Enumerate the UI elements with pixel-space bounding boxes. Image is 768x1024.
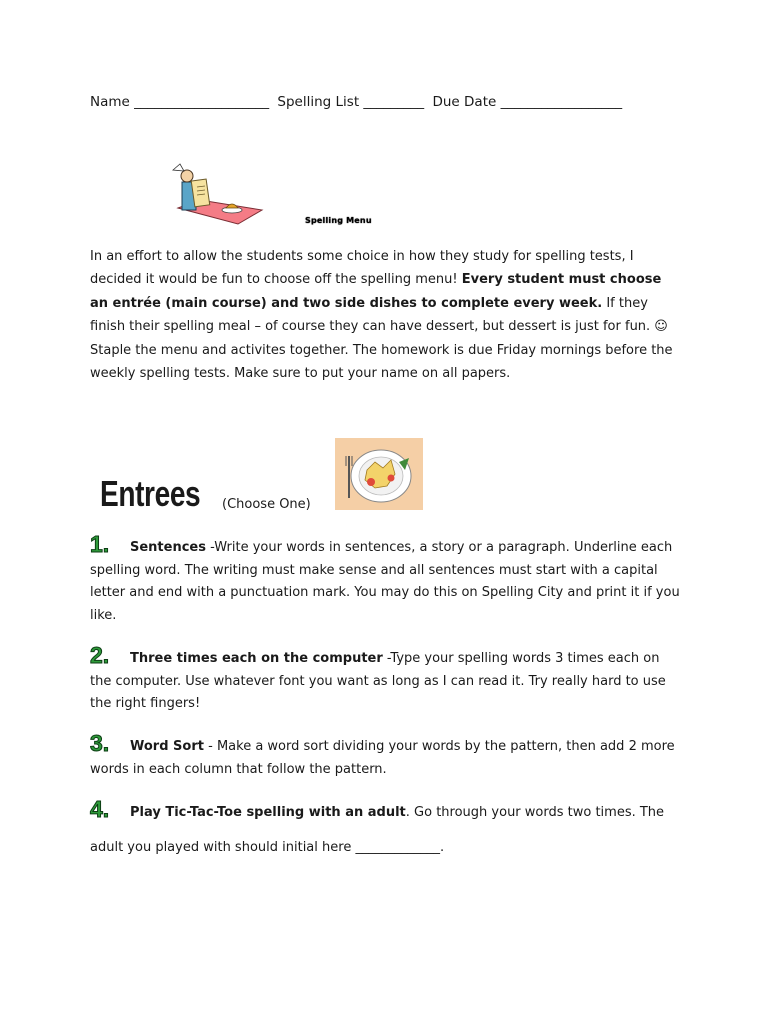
item-label: Play Tic-Tac-Toe spelling with an adult (130, 805, 406, 820)
spelling-list-field-label: Spelling List _________ (277, 94, 425, 110)
reading-menu-clipart (160, 160, 265, 228)
item-number: 2. (90, 642, 110, 668)
item-label: Word Sort (130, 739, 204, 754)
name-field-label: Name ____________________ (90, 94, 270, 110)
intro-text-1: In an effort to allow the students some choice in how they study for spelling tests, I decided it would be fun to choose off the spelling menu! (90, 249, 634, 288)
item-text: - Make a word sort dividing your words by the pattern, then add 2 more words in each column that follow the pattern. (90, 739, 675, 777)
spelling-menu-title: Spelling Menu (305, 216, 372, 225)
entree-item-2 (90, 642, 680, 716)
intro-bold-requirement: Every student must choose an entrée (main course) and two side dishes to complete every week. (90, 272, 662, 311)
entrees-heading: Entrees (100, 473, 201, 514)
intro-text-2: If they finish their spelling meal – of course they can have dessert, but dessert is just for fun. ☺ Staple the menu and activites together. The homework is due Friday mornings before the weekly spelling tests. Make sure to put your name on all papers. (90, 295, 673, 382)
due-date-field-label: Due Date __________________ (432, 94, 623, 110)
entree-item-1 (90, 531, 680, 627)
item-number: 3. (90, 730, 110, 756)
plate-of-food-clipart (335, 438, 423, 510)
entrees-subtitle: (Choose One) (222, 497, 311, 512)
item-number: 4. (90, 796, 110, 822)
intro-paragraph (90, 245, 680, 385)
item-text: -Type your spelling words 3 times each on the computer. Use whatever font you want as long as I can read it. Try really hard to use the right fingers! (90, 651, 666, 712)
item-label: Sentences (130, 540, 206, 555)
entree-item-4 (90, 796, 680, 825)
item-label: Three times each on the computer (130, 651, 383, 666)
header-fields (90, 94, 626, 110)
entree-item-3 (90, 730, 680, 781)
item-text: . Go through your words two times. The (405, 805, 665, 820)
item-text: -Write your words in sentences, a story or a paragraph. Underline each spelling word. The writing must make sense and all sentences must start with a capital letter and end with a punctuation mark. You may do this on Spelling City and print it if you like. (90, 540, 680, 623)
item-number: 1. (90, 531, 110, 557)
adult-initial-line: adult you played with should initial here _____________. (90, 840, 445, 855)
